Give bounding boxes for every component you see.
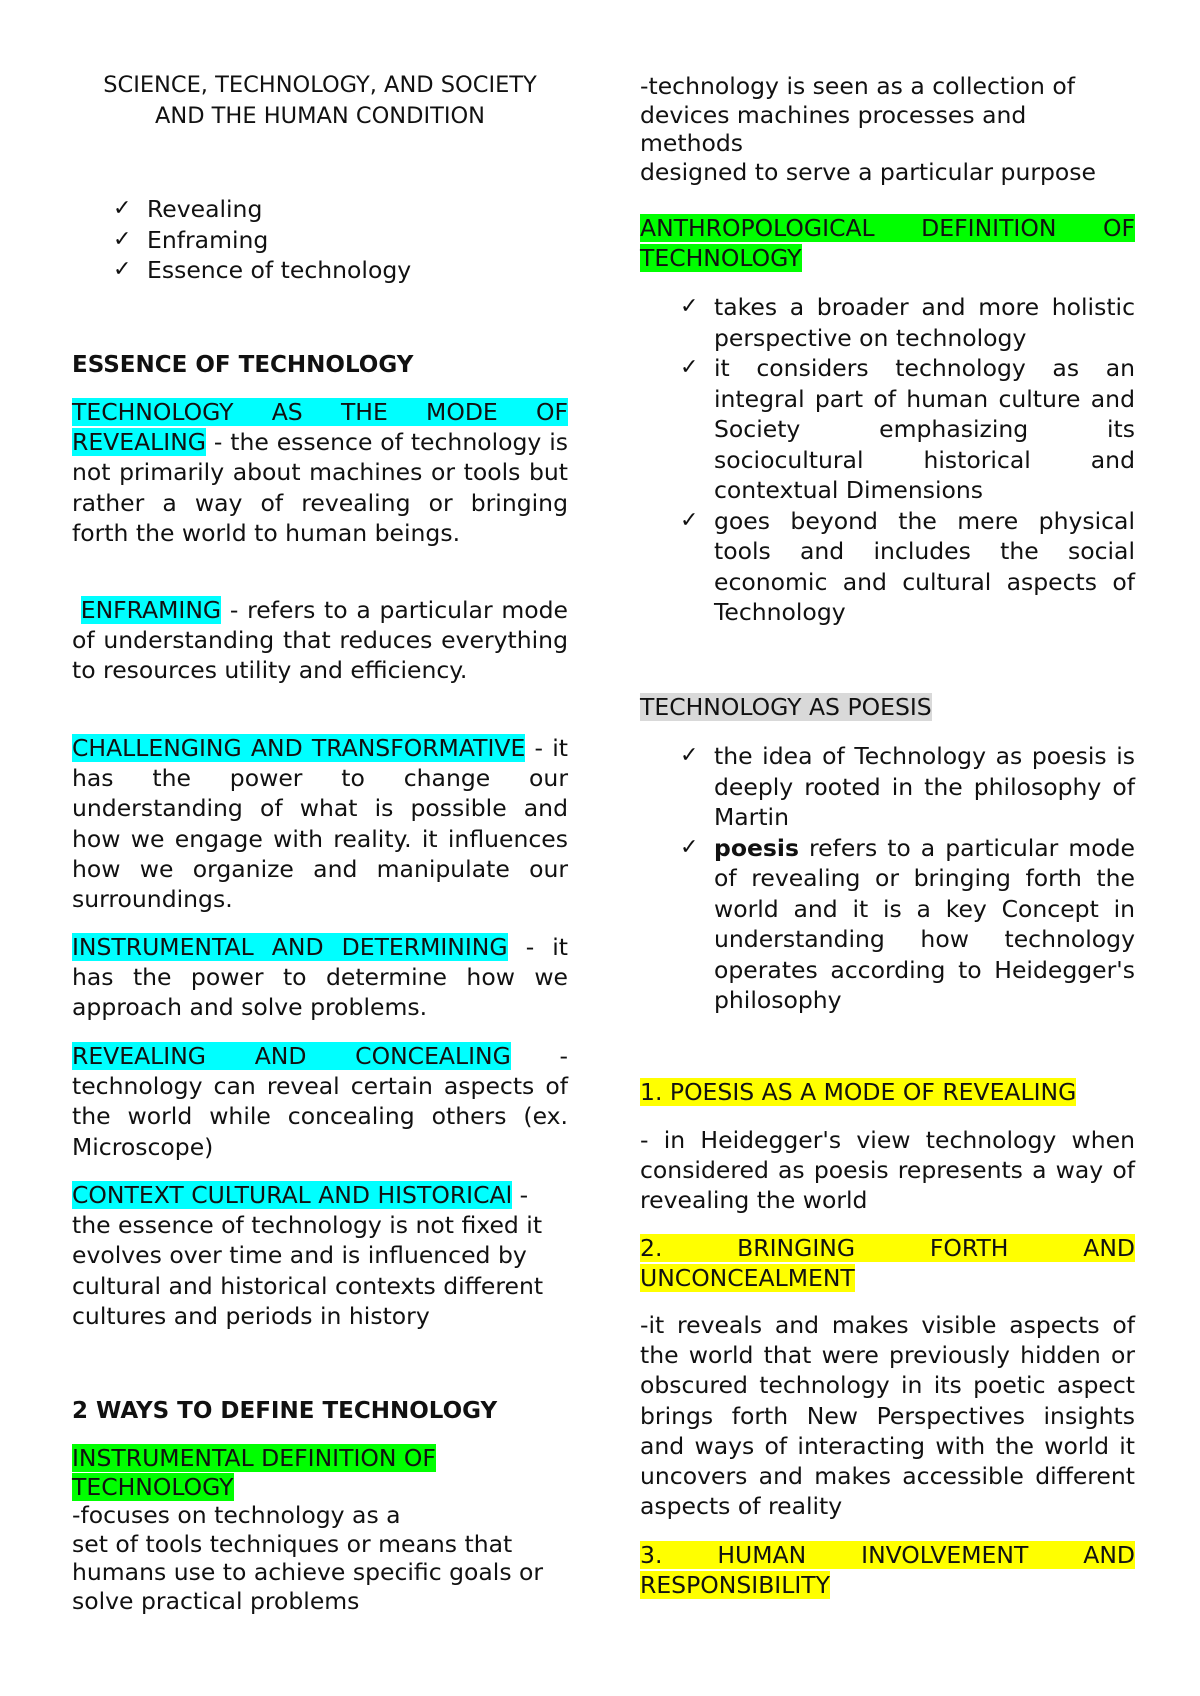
instrumental-definition: INSTRUMENTAL DEFINITION OF TECHNOLOGY -focuses on technology as a set of tools techniques or means that humans use to achieve specific goals or solve practical problems xyxy=(72,1444,544,1615)
checklist-item: ✓ goes beyond the mere physical tools and includes the social economic and cultural aspects of Technology xyxy=(680,506,1135,626)
checklist-item: ✓ takes a broader and more holistic perspective on technology xyxy=(680,293,1135,352)
document-title xyxy=(72,70,568,132)
checkmark-icon: ✓ xyxy=(680,294,699,319)
term-highlight: TECHNOLOGY AS POESIS xyxy=(640,693,932,721)
checklist-item: ✓ Enframing xyxy=(113,225,269,254)
definition-mode-of-revealing: TECHNOLOGY AS THE MODE OF REVEALING - the essence of technology is not primarily about machines or tools but rather a way of revealing or bringing forth the world to human beings. xyxy=(72,398,568,547)
essence-heading: ESSENCE OF TECHNOLOGY xyxy=(72,352,414,378)
term-highlight: CONTEXT CULTURAL AND HISTORICAl xyxy=(72,1181,513,1209)
poesis-section-3-label xyxy=(640,1540,1135,1600)
definition-instrumental: INSTRUMENTAL AND DETERMINING - it has the power to determine how we approach and solve problems. xyxy=(72,933,568,1022)
checklist-item: ✓ Revealing xyxy=(113,195,263,223)
term-highlight: REVEALING AND CONCEALING xyxy=(72,1042,511,1070)
checkmark-icon: ✓ xyxy=(113,226,132,252)
checklist-item: ✓ the idea of Technology as poesis is deeply rooted in the philosophy of Martin xyxy=(680,742,1135,831)
topic-checklist xyxy=(113,194,412,286)
term-highlight: 1. POESIS AS A MODE OF REVEALING xyxy=(640,1078,1077,1106)
term-highlight: TECHNOLOGY xyxy=(72,1472,234,1501)
instrumental-continued: -technology is seen as a collection of devices machines processes and methods designed to serve a particular purpose xyxy=(640,72,1097,186)
term-highlight: INSTRUMENTAL DEFINITION OF xyxy=(72,1444,436,1472)
term-highlight: CHALLENGING AND TRANSFORMATIVE xyxy=(72,734,526,762)
poesis-section-2-label xyxy=(640,1233,1135,1293)
checkmark-icon: ✓ xyxy=(113,257,132,282)
definition-challenging: CHALLENGING AND TRANSFORMATIVE - it has the power to change our understanding of what is possible and how we engage with reality. it influences how we organize and manipulate our surroundings. xyxy=(72,734,568,914)
poesis-section-1-text: - in Heidegger's view technology when considered as poesis represents a way of revealing the world xyxy=(640,1126,1135,1215)
definition-context: CONTEXT CULTURAL AND HISTORICAl - the essence of technology is not fixed it evolves over time and is influenced by cultural and historical contexts different cultures and periods in history xyxy=(72,1181,544,1330)
term-highlight: 3. HUMAN INVOLVEMENT AND RESPONSIBILITY xyxy=(640,1541,1135,1600)
checkmark-icon: ✓ xyxy=(680,834,699,860)
term-highlight: ENFRAMING xyxy=(80,596,222,624)
term-highlight: TECHNOLOGY AS THE MODE OF REVEALING xyxy=(72,398,568,457)
title-line-2: AND THE HUMAN CONDITION xyxy=(154,103,486,129)
definition-revealing-concealing: REVEALING AND CONCEALING - technology can reveal certain aspects of the world while concealing others (ex. Microscope) xyxy=(72,1042,569,1161)
checklist-item: ✓ poesis refers to a particular mode of revealing or bringing forth the world and it is a key Concept in understanding how technology operates according to Heidegger's philosophy xyxy=(680,833,1135,1014)
checklist-item: ✓ Essence of technology xyxy=(113,256,412,284)
define-heading: 2 WAYS TO DEFINE TECHNOLOGY xyxy=(72,1398,498,1424)
definition-enframing: ENFRAMING - refers to a particular mode of understanding that reduces everything to resources utility and efficiency. xyxy=(72,596,568,685)
term-highlight: INSTRUMENTAL AND DETERMINING xyxy=(72,933,508,961)
checkmark-icon: ✓ xyxy=(113,196,132,221)
term-highlight: 2. BRINGING FORTH AND UNCONCEALMENT xyxy=(640,1234,1135,1293)
poesis-checklist xyxy=(680,741,1135,1016)
anthropological-checklist xyxy=(680,292,1135,628)
poesis-section-2-text: -it reveals and makes visible aspects of the world that were previously hidden or obscured technology in its poetic aspect brings forth New Perspectives insights and ways of interacting with the world it uncovers and makes accessible different aspects of reality xyxy=(640,1311,1135,1521)
term-highlight: ANTHROPOLOGICAL DEFINITION OF TECHNOLOGY xyxy=(640,214,1135,273)
checkmark-icon: ✓ xyxy=(680,355,699,380)
checkmark-icon: ✓ xyxy=(680,507,699,533)
checklist-item: ✓ it considers technology as an integral part of human culture and Society emphasizing its sociocultural historical and contextual Dimensions xyxy=(680,354,1135,504)
title-line-1: SCIENCE, TECHNOLOGY, AND SOCIETY xyxy=(103,72,537,98)
checkmark-icon: ✓ xyxy=(680,743,699,768)
poesis-label xyxy=(640,692,1135,722)
poesis-section-1-label xyxy=(640,1077,1135,1107)
anthropological-label xyxy=(640,213,1135,273)
